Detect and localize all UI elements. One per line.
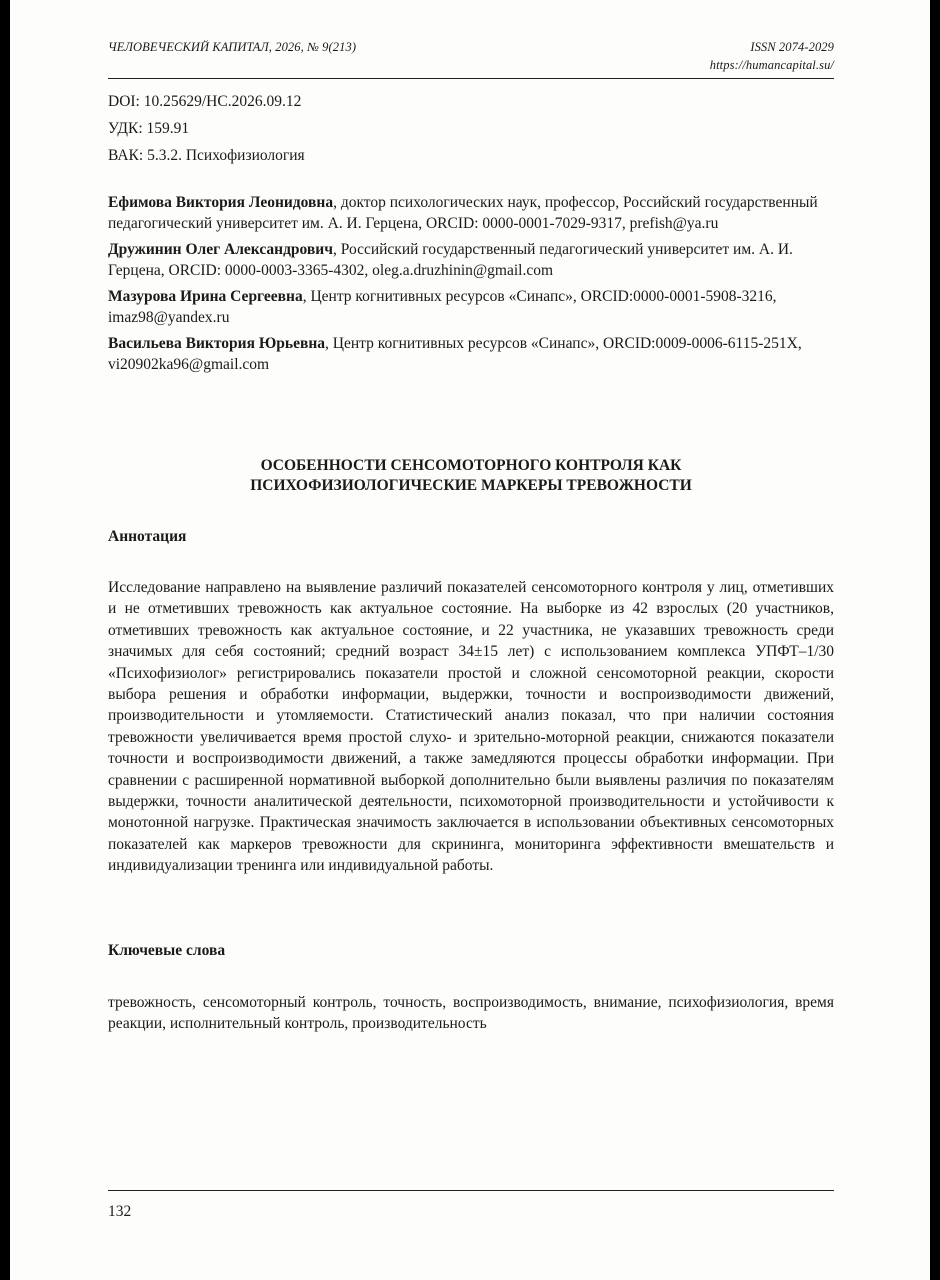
- title-line: ПСИХОФИЗИОЛОГИЧЕСКИЕ МАРКЕРЫ ТРЕВОЖНОСТИ: [250, 477, 692, 494]
- author-details: , Российский государственный педагогический университет им. А. И. Герцена, ORCID: 0000-0003-3365-4302, oleg.a.druzhinin@gmail.com: [108, 241, 793, 279]
- author-entry: [108, 192, 826, 234]
- author-entry: [108, 239, 826, 281]
- doi[interactable]: DOI: 10.25629/HC.2026.09.12: [108, 93, 302, 110]
- paper-page: [10, 0, 930, 1280]
- journal-citation: ЧЕЛОВЕЧЕСКИЙ КАПИТАЛ, 2026, № 9(213): [108, 40, 357, 54]
- author-entry: [108, 286, 826, 328]
- udk: УДК: 159.91: [108, 120, 190, 137]
- page-number: 132: [108, 1203, 132, 1220]
- author-entry: [108, 333, 826, 375]
- author-name: Ефимова Виктория Леонидовна: [108, 194, 334, 211]
- abstract-heading: Аннотация: [108, 528, 187, 545]
- author-list: [108, 192, 826, 380]
- keywords-text: тревожность, сенсомоторный контроль, точность, воспроизводимость, внимание, психофизиология, время реакции, исполнительный контроль, производительность: [108, 994, 834, 1033]
- author-name: Мазурова Ирина Сергеевна: [108, 288, 303, 305]
- header-divider: [108, 78, 834, 79]
- author-details: , доктор психологических наук, профессор, Российский государственный педагогический университет им. А. И. Герцена, ORCID: 0000-0001-7029-9317, prefish@ya.ru: [108, 194, 818, 232]
- author-name: Васильева Виктория Юрьевна: [108, 335, 326, 352]
- author-details: , Центр когнитивных ресурсов «Синапс», ORCID:0000-0001-5908-3216, imaz98@yandex.ru: [108, 288, 777, 326]
- author-name: Дружинин Олег Александрович: [108, 241, 333, 258]
- author-details: , Центр когнитивных ресурсов «Синапс», ORCID:0009-0006-6115-251X, vi20902ka96@gmail.com: [108, 335, 802, 373]
- journal-issn: ISSN 2074-2029: [750, 40, 834, 54]
- abstract-text: Исследование направлено на выявление различий показателей сенсомоторного контроля у лиц, отметивших и не отметивших тревожность как актуальное состояние. На выборке из 42 взрослых (20 участников, отметивших тревожность как актуальное состояние, и 22 участника, не указавших тревожность среди значимых для себя состояний; средний возраст 34±15 лет) с использованием комплекса УПФТ–1/30 «Психофизиолог» регистрировались показатели простой и сложной сенсомоторной реакции, скорости выбора решения и обработки информации, выдержки, точности и воспроизводимости движений, производительности и утомляемости. Статистический анализ показал, что при наличии состояния тревожности увеличивается время простой слухо- и зрительно-моторной реакции, снижаются показатели точности и воспроизводимости движений, а также замедляются процессы обработки информации. При сравнении с расширенной нормативной выборкой дополнительно были выявлены различия по показателям выдержки, точности аналитической деятельности, психомоторной производительности и устойчивости к монотонной нагрузке. Практическая значимость заключается в использовании объективных сенсомоторных показателей как маркеров тревожности для скрининга, мониторинга эффективности вмешательств и индивидуализации тренинга или индивидуальной работы.: [108, 579, 834, 875]
- journal-url[interactable]: https://humancapital.su/: [709, 58, 834, 72]
- keywords-heading: Ключевые слова: [108, 942, 226, 959]
- article-metadata: [108, 88, 305, 169]
- title-line: ОСОБЕННОСТИ СЕНСОМОТОРНОГО КОНТРОЛЯ КАК: [260, 457, 682, 474]
- footer-divider: [108, 1190, 834, 1191]
- vak: ВАК: 5.3.2. Психофизиология: [108, 147, 305, 164]
- journal-issn-block: [710, 38, 834, 74]
- article-title: [108, 456, 834, 496]
